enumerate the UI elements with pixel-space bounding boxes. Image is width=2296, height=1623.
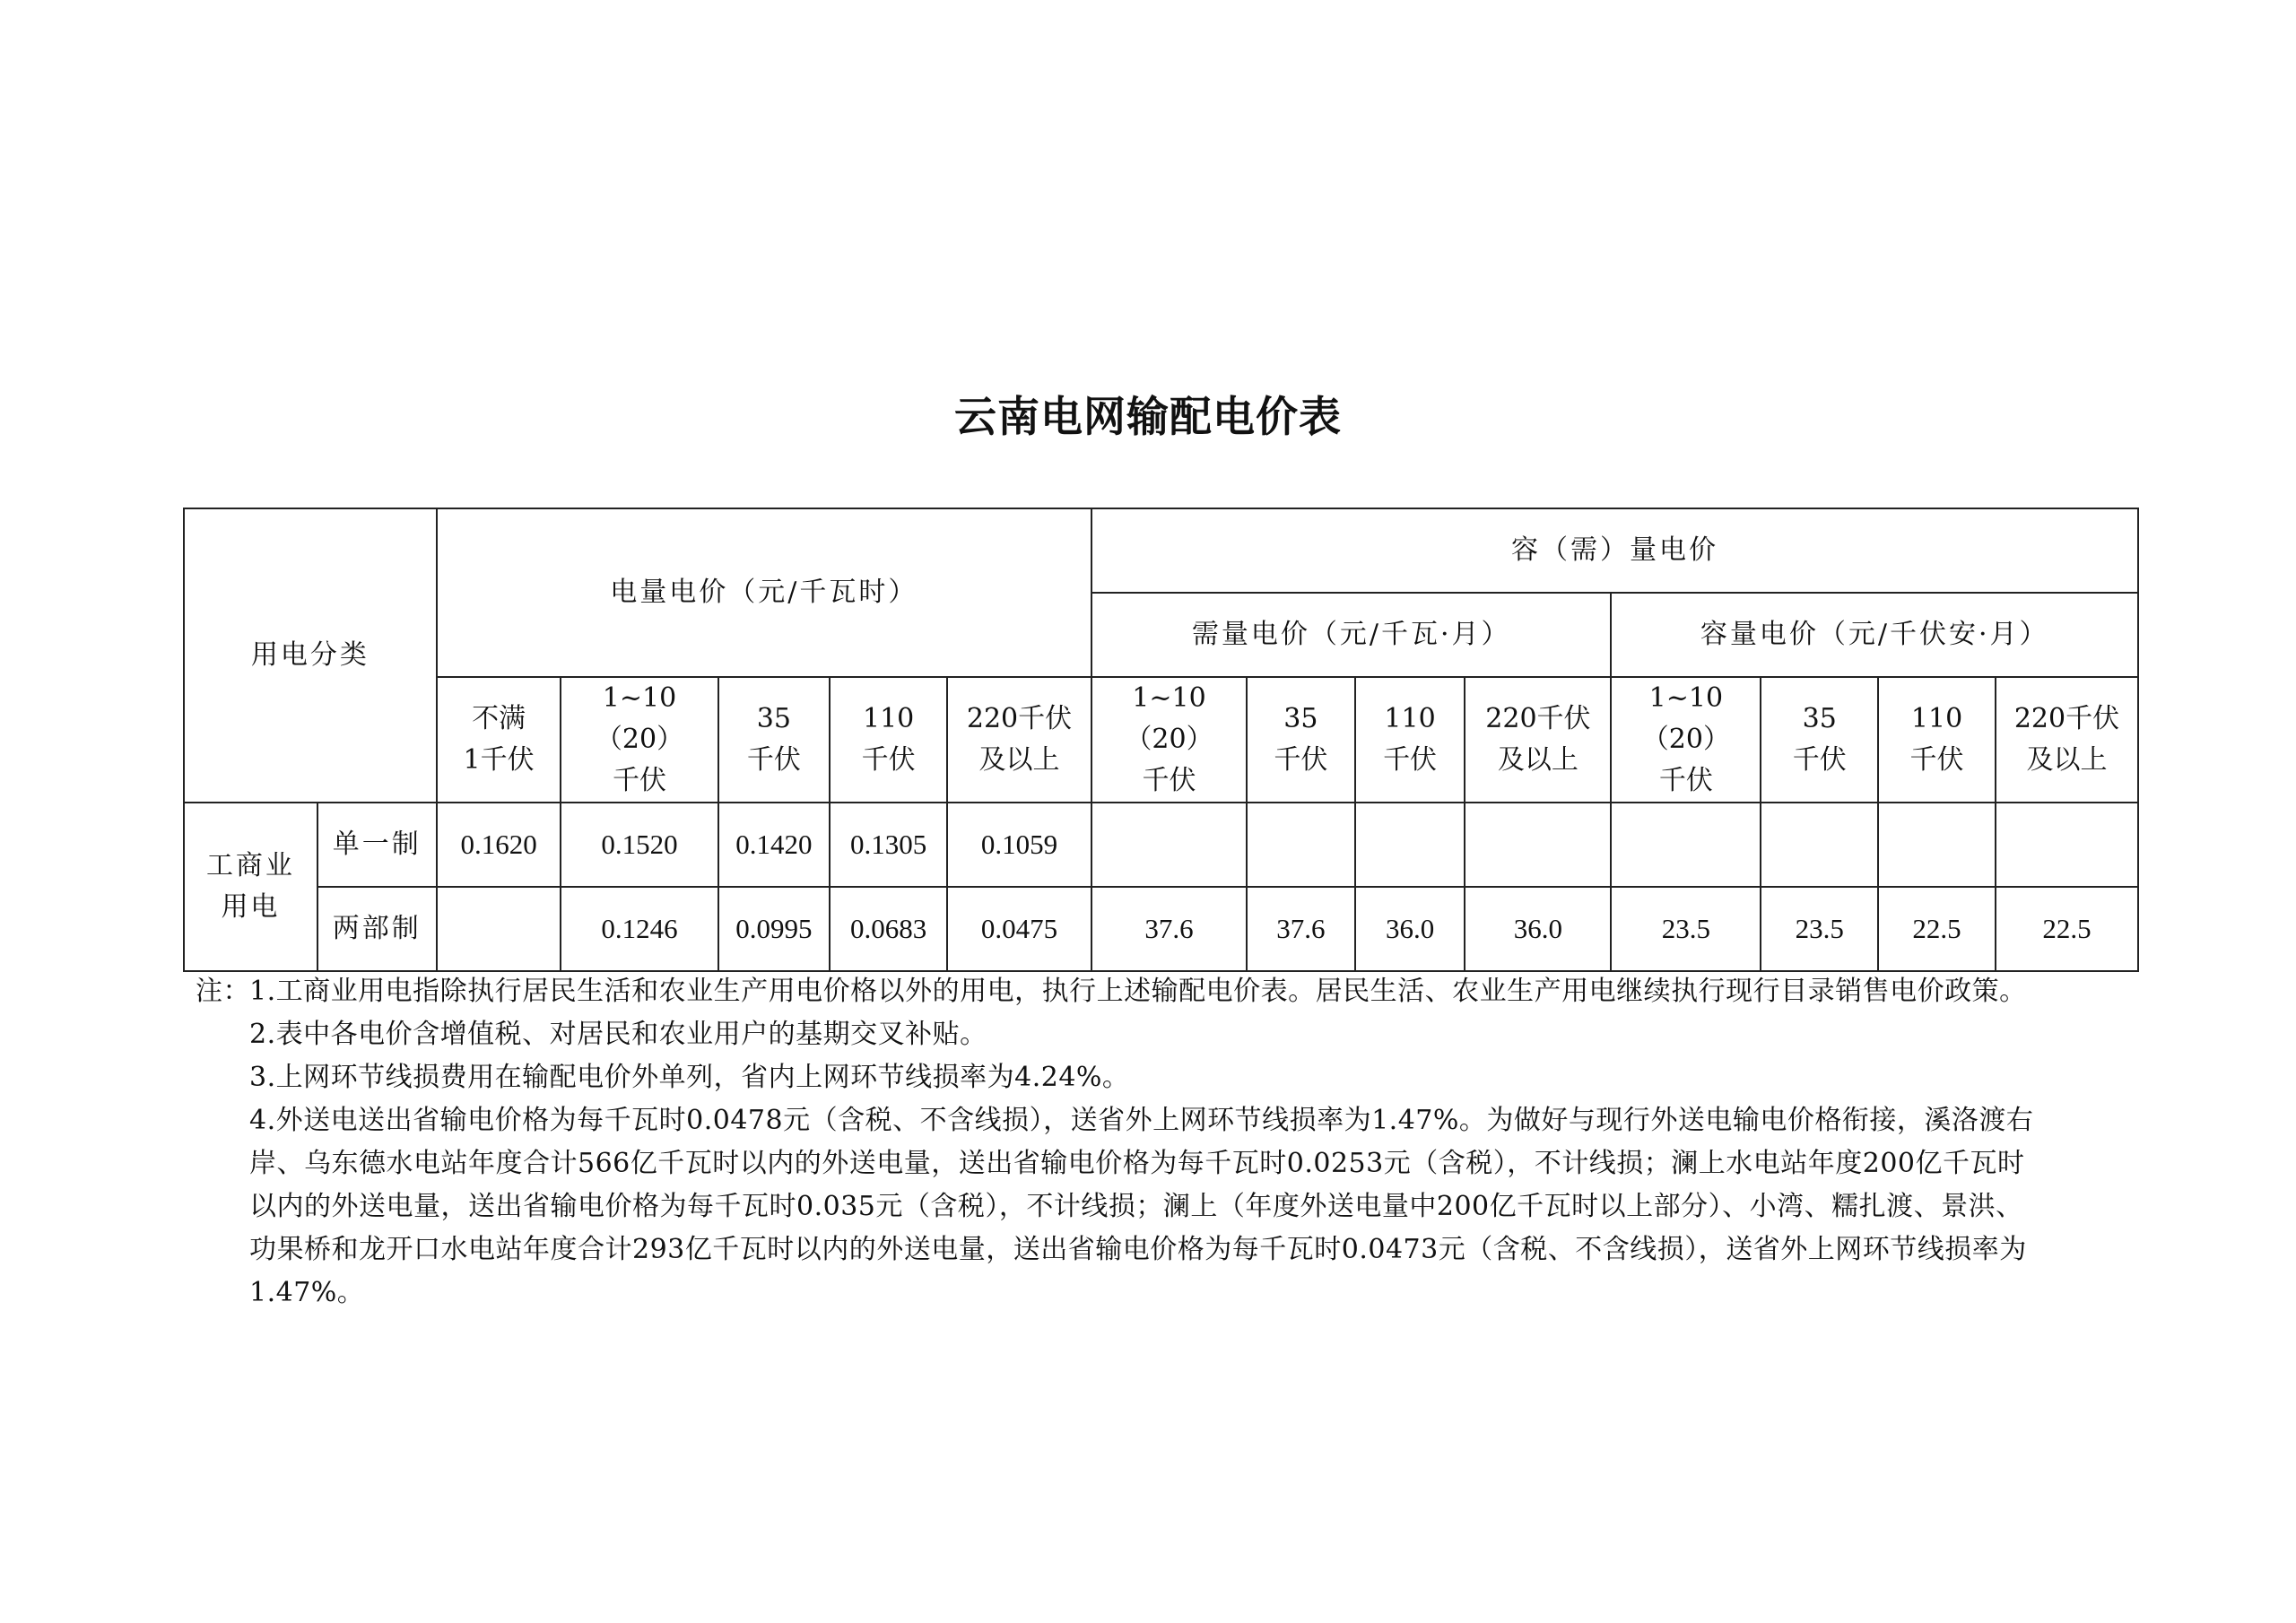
page-title: 云南电网输配电价表 [954,393,1342,442]
table-row [184,803,2138,887]
notes-prefix: 注： [196,976,250,1007]
table-cell [1465,803,1611,887]
note-4-continuation: 岸、乌东德水电站年度合计566亿千瓦时以内的外送电量，送出省输电价格为每千瓦时0.0253元（含税），不计线损；澜上水电站年度200亿千瓦时 [249,1148,2025,1179]
capacity-price-header: 容量电价（元/千伏安·月） [1611,593,2138,677]
note-3: 3.上网环节线损费用在输配电价外单列，省内上网环节线损率为4.24%。 [249,1062,1130,1093]
notes-section [196,970,2133,1315]
category-label: 工商业 用电 [184,803,317,971]
table-cell: 0.0683 [830,887,947,971]
voltage-header-energy-110kv: 110 千伏 [830,677,947,803]
voltage-header-energy-220kv: 220千伏 及以上 [947,677,1091,803]
voltage-header-demand-110kv: 110 千伏 [1355,677,1465,803]
table-cell [1091,803,1247,887]
table-cell: 0.1059 [947,803,1091,887]
table-cell: 0.1420 [718,803,831,887]
voltage-header-capacity-220kv: 220千伏 及以上 [1996,677,2138,803]
table-cell: 23.5 [1611,887,1761,971]
table-cell: 37.6 [1247,887,1355,971]
table-cell [1355,803,1465,887]
table-cell [1611,803,1761,887]
table-cell: 36.0 [1355,887,1465,971]
demand-price-header: 需量电价（元/千瓦·月） [1091,593,1611,677]
category-header: 用电分类 [184,508,437,803]
energy-price-header: 电量电价（元/千瓦时） [437,508,1091,677]
tariff-table [183,508,2139,972]
row-label-single: 单一制 [317,803,437,887]
table-cell [1878,803,1996,887]
table-cell [437,887,561,971]
voltage-header-capacity-1-10kv: 1~10（20） 千伏 [1611,677,1761,803]
voltage-header-demand-220kv: 220千伏 及以上 [1465,677,1611,803]
table-cell: 22.5 [1878,887,1996,971]
table-cell: 36.0 [1465,887,1611,971]
row-label-two-part: 两部制 [317,887,437,971]
voltage-header-energy-below-1kv: 不满 1千伏 [437,677,561,803]
capacity-demand-price-header: 容（需）量电价 [1091,508,2138,593]
table-cell [1761,803,1878,887]
table-cell: 0.1305 [830,803,947,887]
voltage-header-demand-1-10kv: 1~10（20） 千伏 [1091,677,1247,803]
table-cell: 37.6 [1091,887,1247,971]
note-4-continuation: 1.47%。 [249,1277,365,1308]
table-row [184,887,2138,971]
voltage-header-capacity-35kv: 35 千伏 [1761,677,1878,803]
note-2: 2.表中各电价含增值税、对居民和农业用户的基期交叉补贴。 [249,1019,987,1050]
table-cell: 0.0995 [718,887,831,971]
note-4-continuation: 以内的外送电量，送出省输电价格为每千瓦时0.035元（含税），不计线损；澜上（年度外送电量中200亿千瓦时以上部分）、小湾、糯扎渡、景洪、 [249,1191,2023,1222]
note-text: 1.工商业用电指除执行居民生活和农业生产用电价格以外的用电，执行上述输配电价表。居民生活、农业生产用电继续执行现行目录销售电价政策。 [249,976,2027,1007]
note-4-continuation: 功果桥和龙开口水电站年度合计293亿千瓦时以内的外送电量，送出省输电价格为每千瓦时0.0473元（含税、不含线损），送省外上网环节线损率为 [249,1234,2027,1265]
voltage-header-energy-35kv: 35 千伏 [718,677,831,803]
voltage-header-capacity-110kv: 110 千伏 [1878,677,1996,803]
table-cell: 0.0475 [947,887,1091,971]
table-cell: 0.1246 [561,887,718,971]
table-cell: 0.1520 [561,803,718,887]
voltage-header-energy-1-10kv: 1~10（20） 千伏 [561,677,718,803]
table-cell: 0.1620 [437,803,561,887]
note-1 [196,970,2133,1013]
note-4: 4.外送电送出省输电价格为每千瓦时0.0478元（含税、不含线损），送省外上网环节线损率为1.47%。为做好与现行外送电输电价格衔接，溪洛渡右 [249,1105,2034,1136]
table-cell: 22.5 [1996,887,2138,971]
voltage-header-demand-35kv: 35 千伏 [1247,677,1355,803]
table-cell [1996,803,2138,887]
table-cell [1247,803,1355,887]
table-cell: 23.5 [1761,887,1878,971]
